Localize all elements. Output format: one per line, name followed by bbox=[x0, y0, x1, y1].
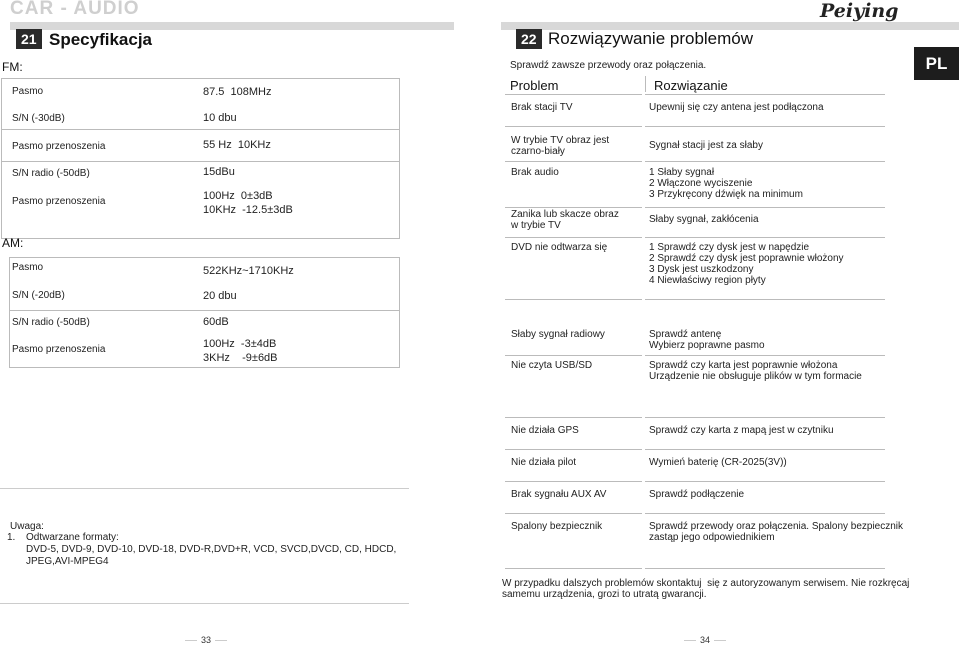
problem-text: Słaby sygnał radiowy bbox=[511, 329, 605, 340]
spec-table-border bbox=[399, 257, 400, 367]
section-title: Rozwiązywanie problemów bbox=[548, 29, 754, 48]
note-rule-bottom bbox=[0, 603, 409, 604]
brand-title: CAR - AUDIO bbox=[10, 0, 140, 19]
row-rule bbox=[645, 481, 885, 482]
spec-table-border bbox=[1, 78, 2, 238]
solution-text: Sprawdź podłączenie bbox=[649, 489, 745, 500]
row-rule bbox=[505, 568, 642, 569]
solution-text: Słaby sygnał, zakłócenia bbox=[649, 214, 759, 225]
note-text: Odtwarzane formaty: bbox=[26, 532, 119, 543]
row-rule bbox=[645, 237, 885, 238]
spec-name: Pasmo bbox=[12, 86, 44, 97]
spec-name: Pasmo przenoszenia bbox=[12, 196, 106, 207]
row-rule bbox=[645, 449, 885, 450]
row-rule bbox=[505, 94, 642, 95]
spec-table-rule bbox=[9, 367, 400, 368]
spec-value: 3KHz -9±6dB bbox=[203, 352, 278, 364]
language-badge: PL bbox=[914, 47, 959, 80]
spec-name: Pasmo przenoszenia bbox=[12, 141, 106, 152]
spec-value: 10 dbu bbox=[203, 112, 237, 124]
spec-table-rule bbox=[1, 129, 400, 130]
problem-text: Spalony bezpiecznik bbox=[511, 521, 603, 532]
row-rule bbox=[505, 299, 642, 300]
spec-name: Pasmo przenoszenia bbox=[12, 344, 106, 355]
spec-table-border bbox=[9, 257, 10, 367]
problem-text: Nie czyta USB/SD bbox=[511, 360, 593, 371]
spec-name: S/N (-20dB) bbox=[12, 290, 65, 301]
row-rule bbox=[505, 417, 642, 418]
problem-text: Zanika lub skacze obraz bbox=[511, 209, 619, 220]
row-rule bbox=[505, 237, 642, 238]
spec-value: 100Hz 0±3dB bbox=[203, 190, 273, 202]
note-text: JPEG,AVI-MPEG4 bbox=[26, 556, 109, 567]
problem-text: Nie działa GPS bbox=[511, 425, 579, 436]
solution-text: 3 Przykręcony dźwięk na minimum bbox=[649, 189, 803, 200]
page-number: 33 bbox=[201, 635, 212, 645]
row-rule bbox=[645, 126, 885, 127]
spec-name: S/N radio (-50dB) bbox=[12, 317, 90, 328]
page-number-dash bbox=[714, 640, 726, 641]
solution-text: Wybierz poprawne pasmo bbox=[649, 340, 765, 351]
page-number-dash bbox=[684, 640, 696, 641]
brand-logo: Peiying bbox=[820, 0, 899, 22]
spec-value: 20 dbu bbox=[203, 290, 237, 302]
problem-text: Nie działa pilot bbox=[511, 457, 577, 468]
problem-text: Brak sygnału AUX AV bbox=[511, 489, 607, 500]
spec-value: 10KHz -12.5±3dB bbox=[203, 204, 293, 216]
row-rule bbox=[645, 513, 885, 514]
row-rule bbox=[645, 94, 885, 95]
spec-name: S/N radio (-50dB) bbox=[12, 168, 90, 179]
section-number: 22 bbox=[516, 29, 542, 49]
problem-text: DVD nie odtwarza się bbox=[511, 242, 608, 253]
spec-table-rule bbox=[9, 257, 400, 258]
solution-text: 4 Niewłaściwy region płyty bbox=[649, 275, 766, 286]
row-rule bbox=[645, 568, 885, 569]
solution-text: 2 Sprawdź czy dysk jest poprawnie włożony bbox=[649, 253, 844, 264]
spec-name: Pasmo bbox=[12, 262, 44, 273]
solution-text: 2 Włączone wyciszenie bbox=[649, 178, 753, 189]
solution-text: 1 Sprawdź czy dysk jest w napędzie bbox=[649, 242, 810, 253]
solution-text: Sprawdź czy karta z mapą jest w czytniku bbox=[649, 425, 834, 436]
intro-text: Sprawdź zawsze przewody oraz połączenia. bbox=[510, 60, 707, 71]
solution-text: Sygnał stacji jest za słaby bbox=[649, 140, 763, 151]
footer-note: W przypadku dalszych problemów skontaktuj się z autoryzowanym serwisem. Nie rozkręcaj bbox=[502, 578, 910, 589]
problem-text: Brak stacji TV bbox=[511, 102, 573, 113]
page-number-dash bbox=[215, 640, 227, 641]
problem-text: W trybie TV obraz jest bbox=[511, 135, 610, 146]
solution-text: Sprawdź przewody oraz połączenia. Spalony bezpiecznik bbox=[649, 521, 904, 532]
spec-table-rule bbox=[1, 161, 400, 162]
problem-text: Brak audio bbox=[511, 167, 559, 178]
solution-text: 1 Słaby sygnał bbox=[649, 167, 715, 178]
am-label: AM: bbox=[2, 236, 24, 250]
column-header-divider bbox=[645, 76, 646, 92]
spec-value: 15dBu bbox=[203, 166, 235, 178]
row-rule bbox=[505, 207, 642, 208]
spec-name: S/N (-30dB) bbox=[12, 113, 65, 124]
row-rule bbox=[505, 513, 642, 514]
row-rule bbox=[645, 299, 885, 300]
page-number: 34 bbox=[700, 635, 711, 645]
column-header-problem: Problem bbox=[510, 78, 559, 93]
spec-table-rule bbox=[1, 238, 400, 239]
note-number: 1. bbox=[7, 532, 16, 543]
spec-value: 60dB bbox=[203, 316, 229, 328]
row-rule bbox=[505, 481, 642, 482]
left-header-rule bbox=[10, 22, 454, 30]
solution-text: Urządzenie nie obsługuje plików w tym formacie bbox=[649, 371, 862, 382]
spec-value: 100Hz -3±4dB bbox=[203, 338, 277, 350]
page-number-dash bbox=[185, 640, 197, 641]
section-number: 21 bbox=[16, 29, 42, 49]
problem-text: w trybie TV bbox=[511, 220, 561, 231]
spec-table-rule bbox=[1, 78, 400, 79]
spec-value: 55 Hz 10KHz bbox=[203, 139, 271, 151]
row-rule bbox=[505, 449, 642, 450]
row-rule bbox=[645, 207, 885, 208]
note-title: Uwaga: bbox=[10, 521, 44, 532]
row-rule bbox=[645, 161, 885, 162]
row-rule bbox=[645, 417, 885, 418]
solution-text: Upewnij się czy antena jest podłączona bbox=[649, 102, 824, 113]
solution-text: zastąp jego odpowiednikiem bbox=[649, 532, 775, 543]
spec-value: 522KHz~1710KHz bbox=[203, 265, 294, 277]
spec-value: 87.5 108MHz bbox=[203, 86, 272, 98]
fm-label: FM: bbox=[2, 60, 23, 74]
solution-text: Sprawdź czy karta jest poprawnie włożona bbox=[649, 360, 838, 371]
solution-text: 3 Dysk jest uszkodzony bbox=[649, 264, 754, 275]
spec-table-border bbox=[399, 78, 400, 238]
note-text: DVD-5, DVD-9, DVD-10, DVD-18, DVD-R,DVD+R, VCD, SVCD,DVCD, CD, HDCD, bbox=[26, 544, 397, 555]
problem-text: czarno-biały bbox=[511, 146, 565, 157]
solution-text: Wymień baterię (CR-2025(3V)) bbox=[649, 457, 787, 468]
row-rule bbox=[645, 355, 885, 356]
row-rule bbox=[505, 126, 642, 127]
section-title: Specyfikacja bbox=[49, 30, 153, 49]
column-header-solution: Rozwiązanie bbox=[654, 78, 728, 93]
row-rule bbox=[505, 161, 642, 162]
footer-note: samemu urządzenia, grozi to utratą gwarancji. bbox=[502, 589, 707, 600]
row-rule bbox=[505, 355, 642, 356]
solution-text: Sprawdź antenę bbox=[649, 329, 722, 340]
note-rule-top bbox=[0, 488, 409, 489]
spec-table-rule bbox=[9, 310, 400, 311]
